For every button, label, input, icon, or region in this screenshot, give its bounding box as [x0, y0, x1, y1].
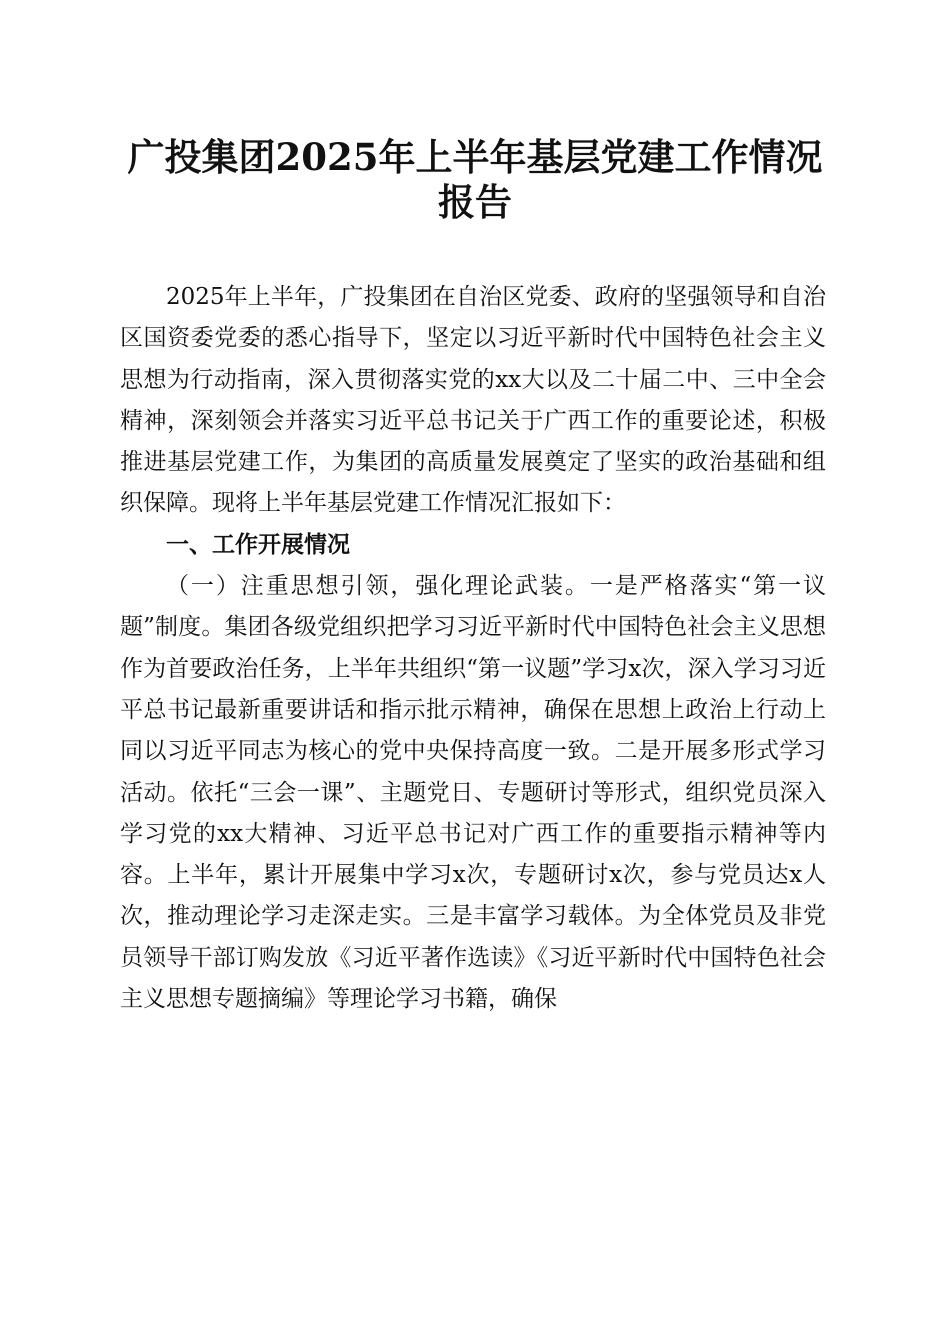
intro-paragraph: 2025年上半年，广投集团在自治区党委、政府的坚强领导和自治区国资委党委的悉心指导下，坚定以习近平新时代中国特色社会主义思想为行动指南，深入贯彻落实党的xx大以及二十届二中、三中全会精神，深刻领会并落实习近平总书记关于广西工作的重要论述，积极推进基层党建工作，为集团的高质量发展奠定了坚实的政治基础和组织保障。现将上半年基层党建工作情况汇报如下： [120, 284, 826, 517]
subsection-paragraph-1 [120, 566, 826, 1020]
subsection-heading-1: （一）注重思想引领，强化理论武装。 [166, 573, 590, 600]
section-heading-1: 一、工作开展情况 [166, 531, 350, 558]
subsection-body-1: 一是严格落实“第一议题”制度。集团各级党组织把学习习近平新时代中国特色社会主义思想作为首要政治任务，上半年共组织“第一议题”学习x次，深入学习习近平总书记最新重要讲话和指示批示精神，确保在思想上政治上行动上同以习近平同志为核心的党中央保持高度一致。二是开展多形式学习活动。依托“三会一课”、主题党日、专题研讨等形式，组织党员深入学习党的xx大精神、习近平总书记对广西工作的重要指示精神等内容。上半年，累计开展集中学习x次，专题研讨x次，参与党员达x人次，推动理论学习走深走实。三是丰富学习载体。为全体党员及非党员领导干部订购发放《习近平著作选读》《习近平新时代中国特色社会主义思想专题摘编》等理论学习书籍，确保 [120, 573, 827, 1013]
document-body [120, 277, 826, 1020]
document-title: 广投集团2025年上半年基层党建工作情况报告 [127, 135, 823, 224]
